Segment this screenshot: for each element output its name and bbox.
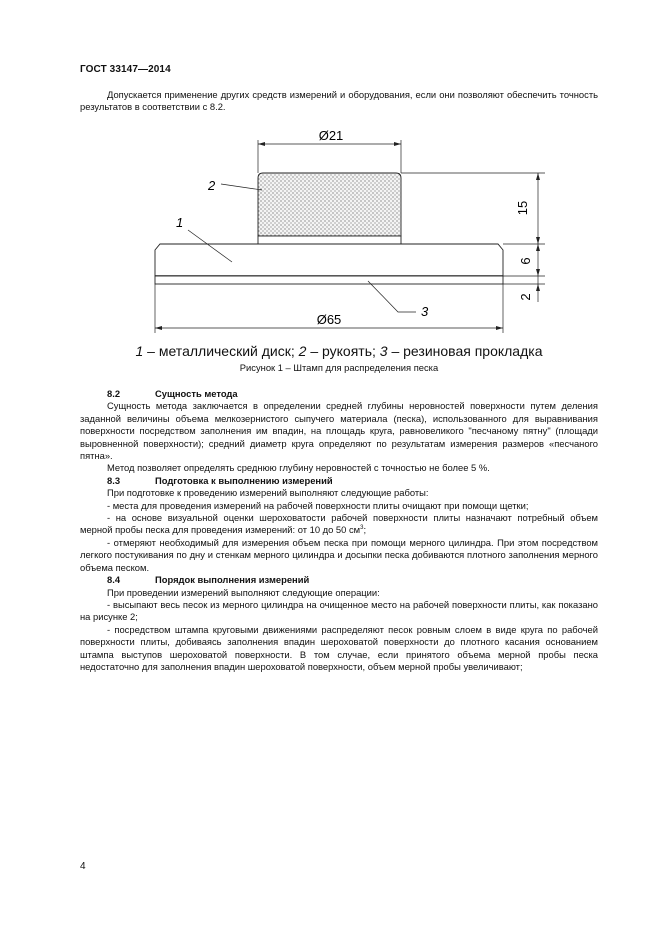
legend-num-2: 2 xyxy=(298,343,307,359)
stamp-drawing xyxy=(0,120,661,342)
figure-legend xyxy=(80,343,598,359)
section-title: Порядок выполнения измерений xyxy=(155,574,310,586)
section-8-4-heading xyxy=(80,574,598,586)
legend-num-3: 3 xyxy=(379,343,388,359)
label-2: 2 xyxy=(208,178,216,193)
paragraph: При подготовке к проведению измерений выполняют следующие работы: xyxy=(107,487,429,499)
dim-d65: Ø65 xyxy=(316,312,342,327)
document-header: ГОСТ 33147—2014 xyxy=(80,64,171,75)
list-item: - посредством штампа круговыми движениями распределяют песок ровным слоем в виде круга по рабочей поверхности плиты, добиваясь заполнения впадин шероховатой поверхности до плотного касания основанием штампа выступов шероховатой поверхности. В том случае, если принятого объема мерной пробы песка недостаточно для заполнения впадин шероховатой поверхности, объем мерной пробы увеличивают; xyxy=(80,623,598,672)
list-item xyxy=(80,512,598,537)
page-number: 4 xyxy=(80,861,86,872)
figure-caption: Рисунок 1 – Штамп для распределения песка xyxy=(239,362,439,373)
dim-6: 6 xyxy=(518,257,533,265)
intro-text: Допускается применение других средств измерений и оборудования, если они позволяют обеспечить точность результатов в соответствии с 8.2. xyxy=(80,89,598,113)
paragraph: Сущность метода заключается в определении средней глубины неровностей поверхности путем деления заданной величины объема мелкозернистого сыпучего материала (песка), использованного для выравнивания поверхности посредством заполнения им впадин, на площадь круга, равновеликого "песчаному пятну" (площади выровненной поверхности); средний диаметр круга определяют по результатам измерения размеров «песчаного пятна». xyxy=(80,400,598,462)
intro-paragraph xyxy=(80,89,598,114)
label-3: 3 xyxy=(421,304,429,319)
dim-d21: Ø21 xyxy=(318,128,344,143)
section-title: Сущность метода xyxy=(155,388,238,399)
dim-15: 15 xyxy=(515,200,530,216)
list-item-text: - на основе визуальной оценки шероховатости рабочей поверхности плиты назначают потребный объем мерной пробы песка для проведения измерений: от 10 до 50 см xyxy=(80,512,598,536)
section-8-2-heading xyxy=(80,388,598,400)
paragraph: При проведении измерений выполняют следующие операции: xyxy=(107,586,380,598)
section-title: Подготовка к выполнению измерений xyxy=(155,474,333,486)
list-item-end: ; xyxy=(363,524,367,536)
legend-num-1: 1 xyxy=(135,343,144,359)
section-number: 8.3 xyxy=(107,474,121,486)
dim-2: 2 xyxy=(518,293,533,301)
superscript: 3 xyxy=(360,525,364,532)
legend-text-1: – металлический диск; xyxy=(143,343,299,359)
section-8-3-heading xyxy=(80,475,598,487)
list-item: - высыпают весь песок из мерного цилиндра на очищенное место на рабочей поверхности плиты, как показано на рисунке 2; xyxy=(80,598,598,623)
section-number: 8.4 xyxy=(107,574,121,586)
legend-text-3: – резиновая прокладка xyxy=(387,343,543,359)
main-text xyxy=(80,388,598,673)
list-item: - отмеряют необходимый для измерения объем песка при помощи мерного цилиндра. При этом посредством легкого постукивания по дну и стенкам мерного цилиндра и досыпки песка добиваются плотного заполнения мерного объема песком. xyxy=(80,536,598,573)
paragraph: Метод позволяет определять среднюю глубину неровностей с точностью не более 5 %. xyxy=(107,462,490,474)
label-1: 1 xyxy=(176,215,184,230)
list-item: - места для проведения измерений на рабочей поверхности плиты очищают при помощи щетки; xyxy=(107,499,529,511)
legend-text-2: – рукоять; xyxy=(306,343,380,359)
section-number: 8.2 xyxy=(107,388,121,399)
